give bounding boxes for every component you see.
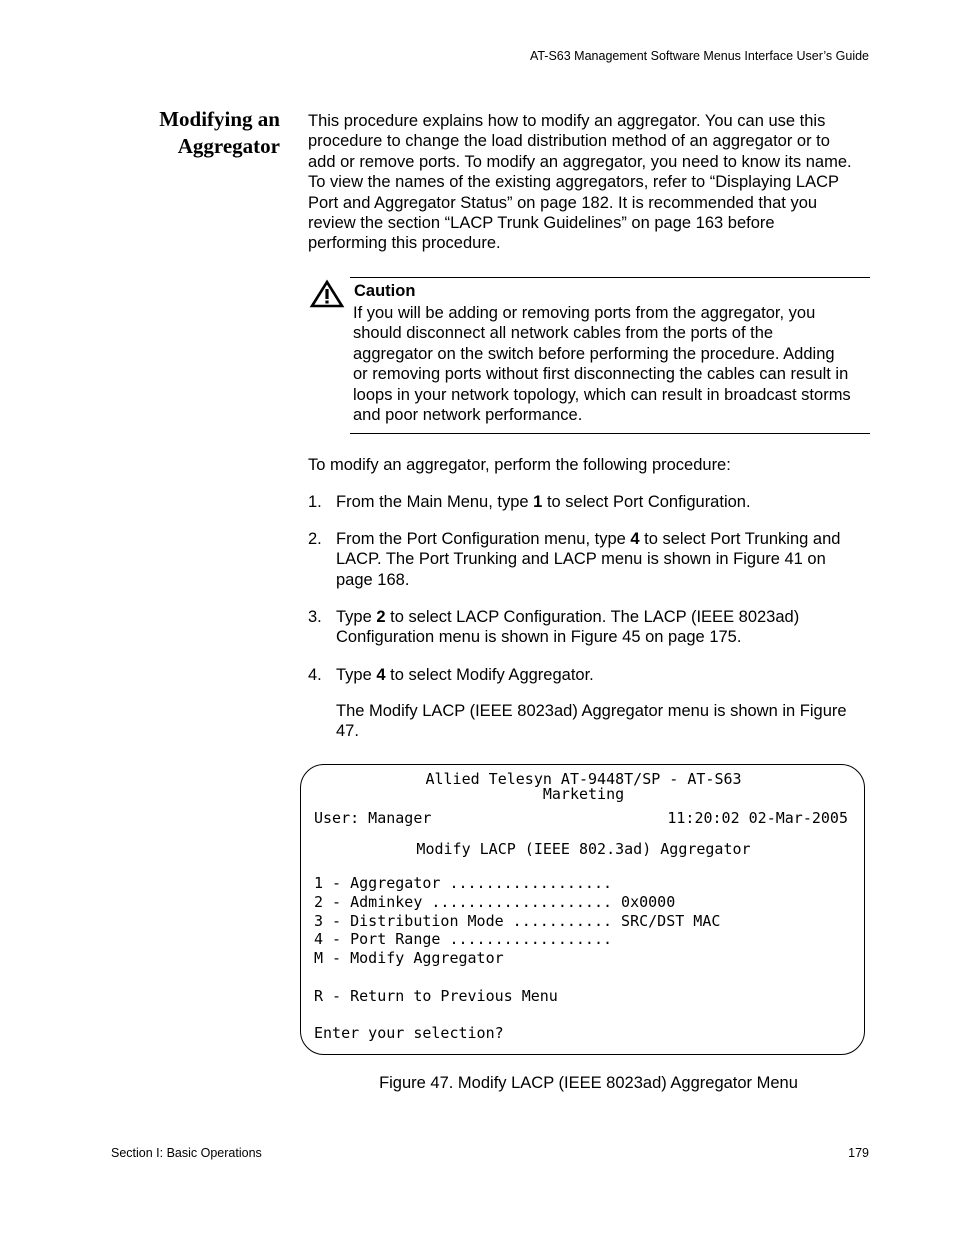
menu-option-adminkey[interactable]: 2 - Adminkey .................... 0x0000	[314, 893, 676, 911]
caution-line: should disconnect all network cables from the ports of the	[353, 324, 774, 343]
terminal-subtitle: Marketing	[542, 785, 625, 803]
menu-option-aggregator[interactable]: 1 - Aggregator ..................	[314, 874, 613, 892]
intro-line: procedure to change the load distribution method of an aggregator or to	[308, 132, 830, 151]
step-text-pre: From the Main Menu, type	[336, 493, 534, 511]
step-continuation: Configuration menu is shown in Figure 45 on page 175.	[336, 628, 742, 647]
menu-option-return[interactable]: R - Return to Previous Menu	[314, 987, 558, 1005]
intro-line: add or remove ports. To modify an aggregator, you need to know its name.	[308, 152, 852, 171]
step-continuation: page 168.	[336, 570, 410, 589]
intro-line: performing this procedure.	[308, 234, 501, 253]
figure-caption: Figure 47. Modify LACP (IEEE 8023ad) Aggregator Menu	[379, 1074, 798, 1092]
intro-paragraph	[308, 111, 873, 254]
step-text-post: to select Modify Aggregator.	[385, 666, 594, 684]
section-title	[100, 106, 280, 160]
section-title-line-1: Modifying an	[159, 107, 280, 131]
step-text-post: to select LACP Configuration. The LACP (IEEE 8023ad)	[385, 608, 800, 626]
step-continuation: LACP. The Port Trunking and LACP menu is shown in Figure 41 on	[336, 550, 826, 569]
figure-reference-note	[336, 701, 870, 742]
intro-line: Port and Aggregator Status” on page 182. It is recommended that you	[308, 193, 818, 212]
warning-triangle-icon	[309, 279, 345, 309]
terminal-menu-title: Modify LACP (IEEE 802.3ad) Aggregator	[416, 840, 751, 858]
step-text	[336, 607, 870, 648]
step-text	[336, 665, 870, 685]
caution-top-rule	[350, 277, 870, 278]
caution-line: aggregator on the switch before performing the procedure. Adding	[353, 344, 835, 363]
terminal-screen-figure	[300, 764, 865, 1055]
terminal-user: User: Manager	[314, 809, 432, 827]
caution-line: or removing ports without first disconnecting the cables can result in	[353, 365, 849, 384]
caution-line: If you will be adding or removing ports from the aggregator, you	[353, 304, 816, 322]
intro-line: To view the names of the existing aggregators, refer to “Displaying LACP	[308, 173, 840, 192]
step-key: 4	[630, 530, 640, 548]
caution-title: Caution	[354, 282, 416, 300]
step-text-post: to select Port Configuration.	[542, 493, 751, 511]
note-line: 47.	[336, 722, 359, 741]
step-key: 4	[376, 666, 386, 684]
caution-body	[353, 303, 870, 425]
step-key: 1	[533, 493, 543, 511]
running-header: AT-S63 Management Software Menus Interface User’s Guide	[529, 49, 869, 63]
intro-line: This procedure explains how to modify an aggregator. You can use this	[308, 112, 826, 130]
menu-option-port-range[interactable]: 4 - Port Range ..................	[314, 930, 613, 948]
caution-bottom-rule	[350, 433, 870, 434]
section-title-line-2: Aggregator	[177, 134, 280, 158]
selection-prompt[interactable]: Enter your selection?	[314, 1024, 504, 1042]
footer-section: Section I: Basic Operations	[111, 1146, 262, 1160]
step-number: 4.	[308, 666, 322, 684]
procedure-step-4	[308, 665, 870, 686]
procedure-step-2	[308, 529, 870, 591]
step-number: 3.	[308, 608, 322, 626]
step-text	[336, 529, 870, 590]
intro-line: review the section “LACP Trunk Guidelines” on page 163 before	[308, 214, 775, 233]
procedure-step-3	[308, 607, 870, 649]
step-text-pre: Type	[336, 666, 377, 684]
step-number: 2.	[308, 530, 322, 548]
menu-option-distribution-mode[interactable]: 3 - Distribution Mode ........... SRC/DST MAC	[314, 912, 721, 930]
step-text	[336, 492, 870, 512]
page-number: 179	[848, 1146, 869, 1160]
caution-line: and poor network performance.	[353, 406, 583, 425]
step-text-pre: Type	[336, 608, 377, 626]
step-text-post: to select Port Trunking and	[639, 530, 841, 548]
note-line: The Modify LACP (IEEE 8023ad) Aggregator menu is shown in Figure	[336, 702, 847, 720]
step-text-pre: From the Port Configuration menu, type	[336, 530, 631, 548]
step-key: 2	[376, 608, 386, 626]
procedure-step-1	[308, 492, 870, 513]
terminal-datetime: 11:20:02 02-Mar-2005	[667, 809, 848, 827]
procedure-lead: To modify an aggregator, perform the following procedure:	[308, 456, 731, 474]
step-number: 1.	[308, 493, 322, 511]
terminal-title: Allied Telesyn AT-9448T/SP - AT-S63	[425, 770, 742, 788]
menu-option-modify-aggregator[interactable]: M - Modify Aggregator	[314, 949, 504, 967]
caution-line: loops in your network topology, which can result in broadcast storms	[353, 385, 851, 404]
